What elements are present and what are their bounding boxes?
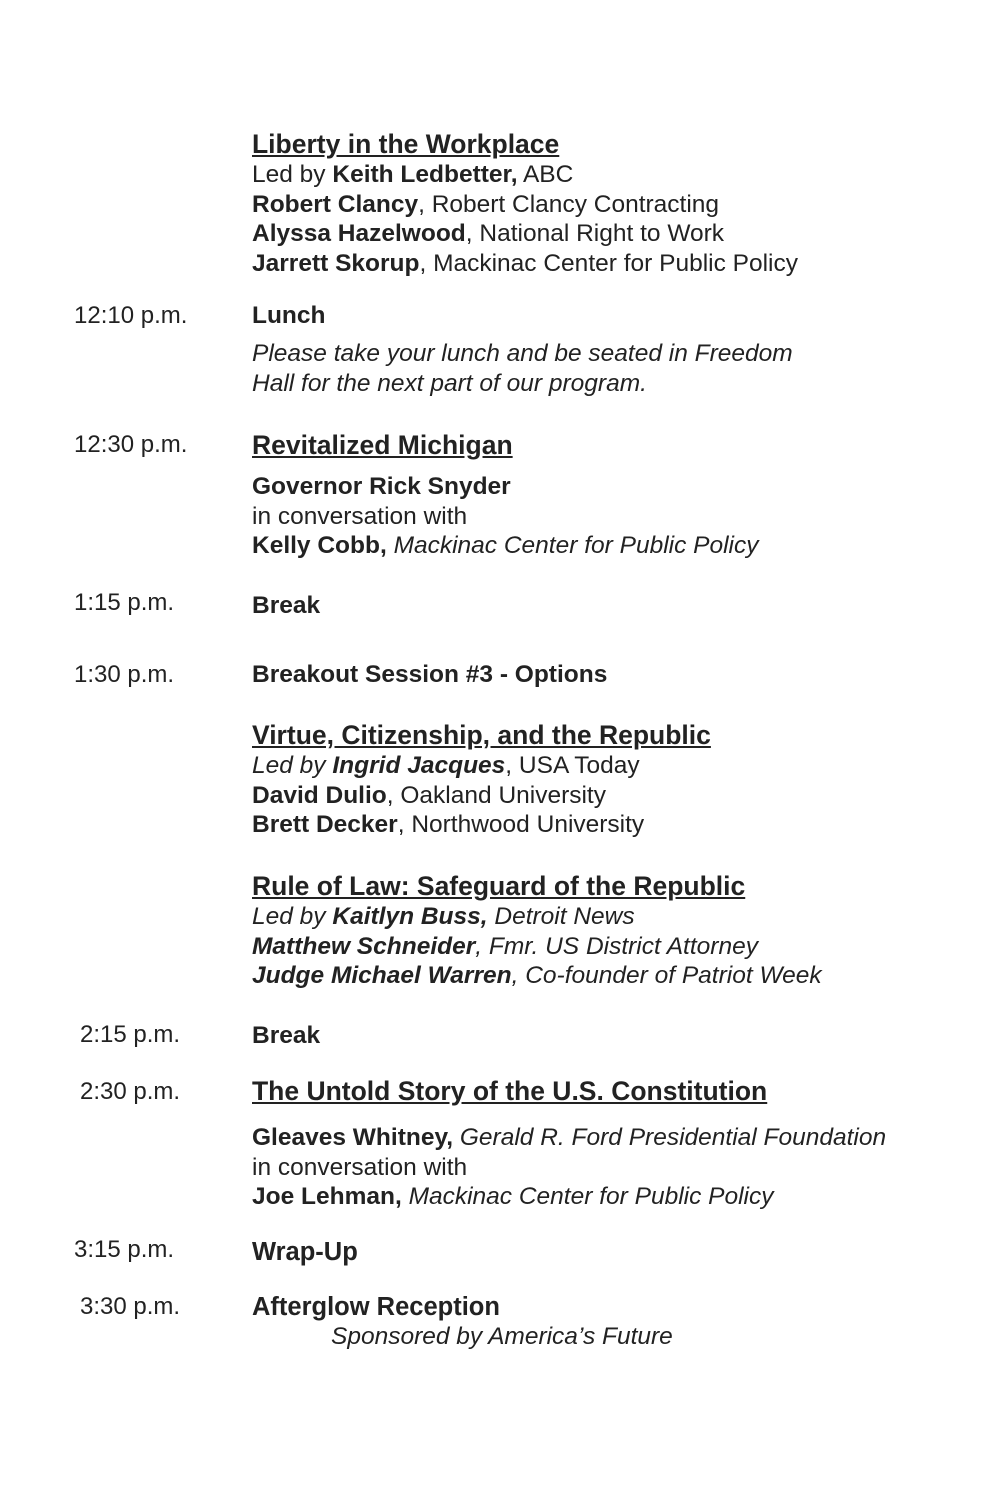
panelist-name: David Dulio [252, 781, 387, 809]
panelist-name: Brett Decker [252, 811, 398, 839]
sponsor-text: Sponsored by America’s Future [331, 1323, 673, 1350]
session-title: Liberty in the Workplace [252, 129, 560, 159]
session-break [252, 1021, 320, 1051]
host-name: Kelly Cobb, [252, 532, 387, 560]
time-label: 1:30 p.m. [74, 661, 175, 688]
panelist-org: , Robert Clancy Contracting [418, 190, 720, 218]
session-leader-line [252, 160, 798, 190]
leader-org: ABC [517, 161, 574, 188]
session-liberty-workplace [252, 129, 798, 278]
panelist-line [252, 190, 798, 220]
conversation-text: in conversation with [252, 1153, 468, 1181]
host-line [252, 1182, 886, 1212]
leader-org: , USA Today [505, 752, 640, 779]
speaker-name: Governor Rick Snyder [252, 473, 511, 500]
time-label: 1:15 p.m. [74, 589, 175, 616]
session-lunch [252, 301, 793, 398]
session-note: Please take your lunch and be seated in Freedom [252, 340, 793, 367]
session-constitution [252, 1076, 886, 1212]
led-by-label: Led by [252, 752, 333, 779]
session-break [252, 591, 320, 621]
panelist-line [252, 932, 822, 962]
led-by-label: Led by [252, 161, 333, 188]
session-note: Hall for the next part of our program. [252, 369, 647, 397]
session-title: Virtue, Citizenship, and the Republic [252, 720, 711, 750]
led-by-label: Led by [252, 903, 333, 930]
session-title: Breakout Session #3 - Options [252, 661, 608, 688]
panelist-line [252, 219, 798, 249]
conversation-text: in conversation with [252, 502, 468, 530]
host-org: Mackinac Center for Public Policy [386, 532, 759, 560]
panelist-line [252, 961, 822, 991]
session-leader-line [252, 751, 711, 781]
time-label: 12:10 p.m. [74, 302, 188, 329]
session-leader-line [252, 902, 822, 932]
session-title: Wrap-Up [252, 1238, 358, 1266]
panelist-name: Robert Clancy [252, 190, 419, 218]
session-wrap-up [252, 1237, 358, 1267]
time-label: 2:15 p.m. [80, 1021, 181, 1048]
session-title: Rule of Law: Safeguard of the Republic [252, 871, 746, 901]
leader-name: Keith Ledbetter, [332, 161, 518, 188]
session-revitalized-michigan [252, 430, 759, 561]
panelist-org: , Fmr. US District Attorney [475, 932, 758, 960]
breakout-option-virtue [252, 720, 711, 840]
speaker-line [252, 1123, 886, 1153]
leader-org: Detroit News [487, 903, 635, 930]
time-label: 2:30 p.m. [80, 1078, 181, 1105]
panelist-name: Matthew Schneider [252, 932, 476, 960]
panelist-org: , Northwood University [397, 811, 645, 839]
time-label: 12:30 p.m. [74, 431, 188, 458]
host-org: Mackinac Center for Public Policy [401, 1183, 774, 1211]
session-breakout [252, 660, 607, 690]
panelist-line [252, 781, 711, 811]
leader-name: Ingrid Jacques [332, 752, 506, 779]
panelist-line [252, 249, 798, 279]
session-title: Revitalized Michigan [252, 430, 513, 460]
panelist-org: , Co-founder of Patriot Week [511, 962, 822, 990]
panelist-org: , Mackinac Center for Public Policy [419, 249, 798, 277]
session-title: The Untold Story of the U.S. Constitution [252, 1076, 768, 1106]
panelist-org: , Oakland University [386, 781, 606, 809]
session-title: Lunch [252, 302, 326, 329]
session-reception [252, 1292, 673, 1352]
leader-name: Kaitlyn Buss, [332, 903, 488, 930]
session-title: Break [252, 1022, 321, 1049]
time-label: 3:15 p.m. [74, 1236, 175, 1263]
panelist-name: Jarrett Skorup [252, 249, 420, 277]
speaker-org: Gerald R. Ford Presidential Foundation [453, 1124, 887, 1151]
panelist-name: Judge Michael Warren [252, 962, 512, 990]
host-name: Joe Lehman, [252, 1183, 402, 1211]
time-label: 3:30 p.m. [80, 1293, 181, 1320]
host-line [252, 531, 759, 561]
speaker-name: Gleaves Whitney, [252, 1124, 454, 1151]
panelist-name: Alyssa Hazelwood [252, 220, 466, 248]
session-title: Afterglow Reception [252, 1293, 500, 1321]
panelist-line [252, 810, 711, 840]
breakout-option-rule-of-law [252, 871, 822, 991]
panelist-org: , National Right to Work [465, 220, 725, 248]
session-title: Break [252, 592, 321, 619]
